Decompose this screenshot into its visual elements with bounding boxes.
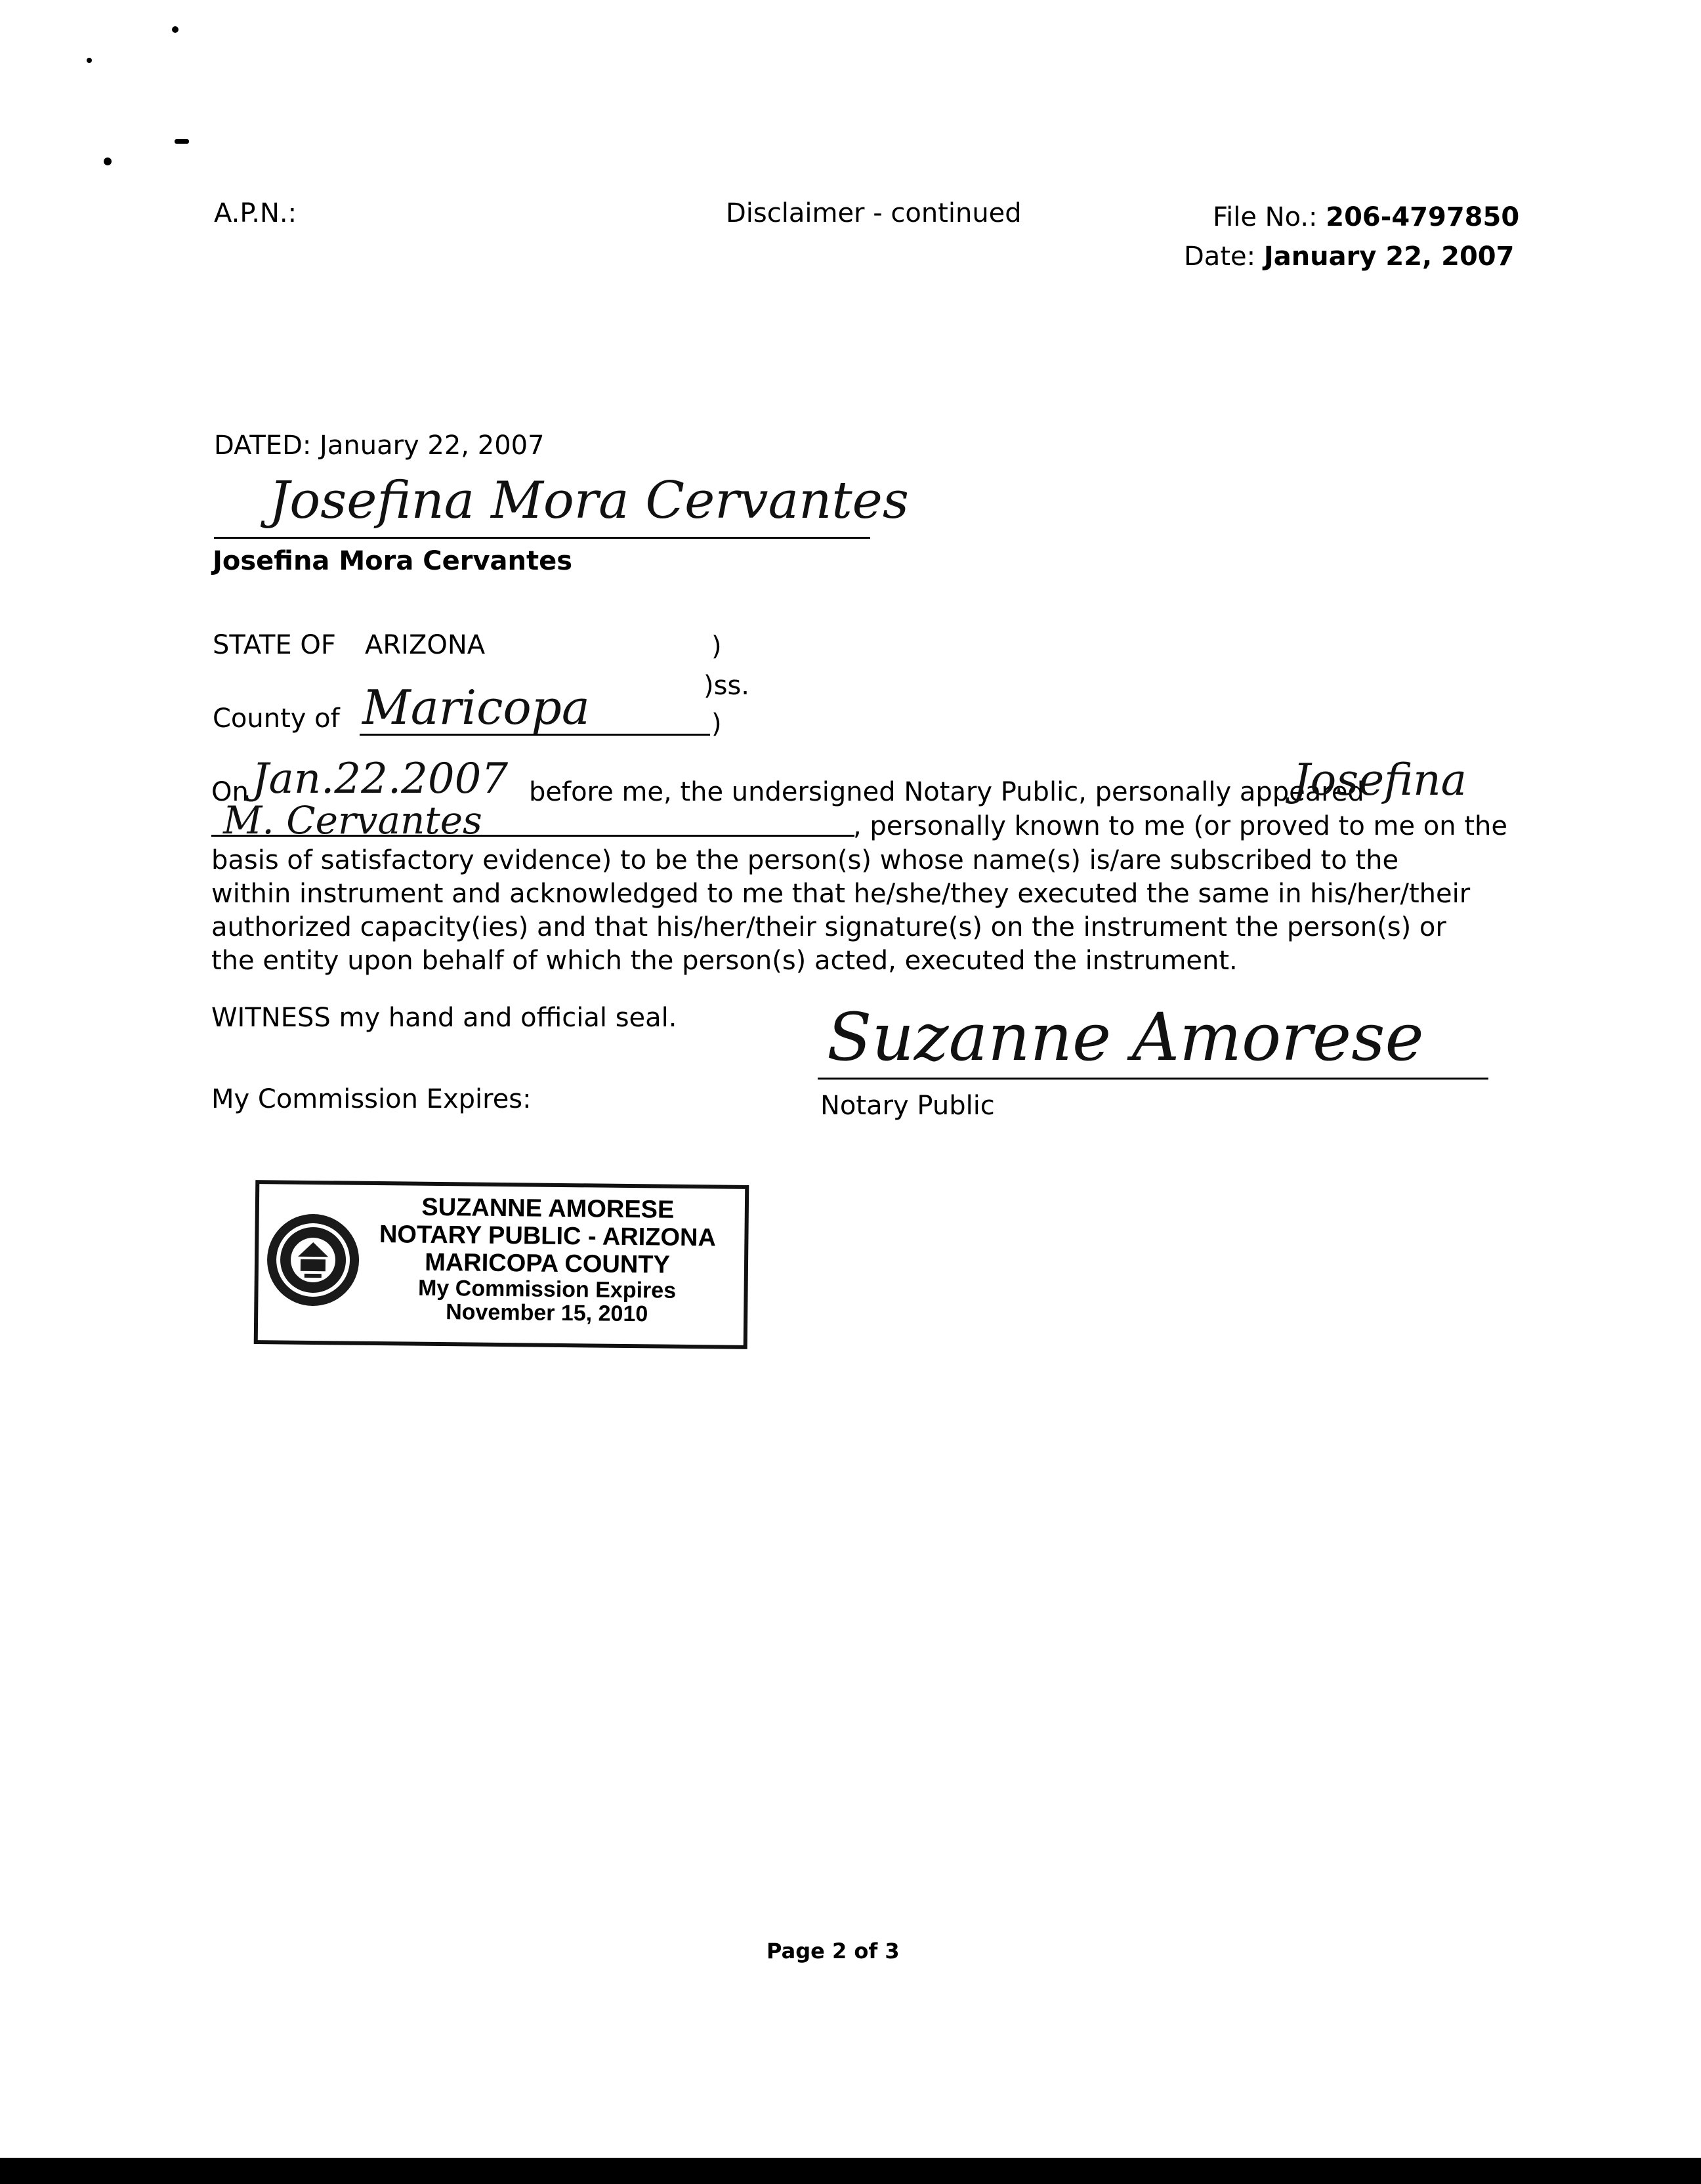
ack-name-line bbox=[211, 835, 854, 837]
venue-paren-bottom: ) bbox=[711, 709, 722, 739]
scan-speck bbox=[104, 158, 112, 165]
notary-signature: Suzanne Amorese bbox=[827, 999, 1424, 1076]
county-label: County of bbox=[213, 704, 340, 734]
arizona-seal-emblem bbox=[263, 1210, 363, 1310]
county-line bbox=[360, 734, 710, 736]
notary-public-label: Notary Public bbox=[820, 1091, 995, 1121]
scan-bottom-edge bbox=[0, 2158, 1701, 2184]
commission-expires-label: My Commission Expires: bbox=[211, 1084, 532, 1114]
notary-signature-line bbox=[818, 1078, 1488, 1080]
file-number bbox=[1213, 202, 1519, 232]
witness-text: WITNESS my hand and official seal. bbox=[211, 1003, 677, 1033]
scan-speck bbox=[175, 139, 189, 144]
ack-on-label: On bbox=[211, 777, 249, 807]
seal-county: MARICOPA COUNTY bbox=[424, 1248, 671, 1279]
signature-line bbox=[214, 537, 870, 539]
dated-line: DATED: January 22, 2007 bbox=[214, 430, 545, 461]
page-title: Disclaimer - continued bbox=[726, 198, 1022, 228]
venue-paren-top: ) bbox=[711, 631, 722, 662]
page-number: Page 2 of 3 bbox=[766, 1939, 900, 1964]
signer-printed-name: Josefina Mora Cervantes bbox=[213, 546, 573, 576]
scan-speck bbox=[172, 26, 178, 33]
ack-date-handwritten: Jan.22.2007 bbox=[252, 755, 509, 803]
state-value: ARIZONA bbox=[365, 630, 486, 660]
file-number-label: File No.: bbox=[1213, 202, 1318, 232]
signer-signature: Josefina Mora Cervantes bbox=[269, 471, 909, 530]
file-number-value: 206-4797850 bbox=[1326, 202, 1520, 232]
ack-text-1: before me, the undersigned Notary Public, personally appeared bbox=[529, 777, 1364, 807]
seal-notary-name: SUZANNE AMORESE bbox=[421, 1193, 675, 1224]
ack-text-2: , personally known to me (or proved to me on the bbox=[853, 811, 1507, 841]
seal-expires-date: November 15, 2010 bbox=[445, 1299, 648, 1327]
seal-text-block bbox=[363, 1193, 732, 1327]
venue-ss: )ss. bbox=[704, 671, 749, 701]
state-label: STATE OF bbox=[213, 630, 336, 660]
header-date bbox=[1184, 242, 1514, 272]
scan-speck bbox=[87, 58, 92, 63]
county-handwritten: Maricopa bbox=[362, 680, 590, 735]
seal-notary-title: NOTARY PUBLIC - ARIZONA bbox=[379, 1221, 717, 1252]
header-date-label: Date: bbox=[1184, 242, 1256, 272]
ack-name-handwritten-2: M. Cervantes bbox=[223, 798, 482, 843]
seal-expires-label: My Commission Expires bbox=[417, 1275, 677, 1303]
ack-name-handwritten-1: Josefina bbox=[1293, 755, 1467, 805]
header-date-value: January 22, 2007 bbox=[1263, 242, 1515, 272]
notary-seal-stamp bbox=[254, 1180, 749, 1349]
apn-label: A.P.N.: bbox=[214, 198, 297, 228]
ack-body: basis of satisfactory evidence) to be the person(s) whose name(s) is/are subscribed to the within instrument and acknowledged to me that he/she/they executed the same in his/her/their authorized capacity(ies) and that his/her/their signature(s) on the instrument the person(s) or the entity upon behalf of which the person(s) acted, executed the instrument. bbox=[211, 845, 1471, 976]
